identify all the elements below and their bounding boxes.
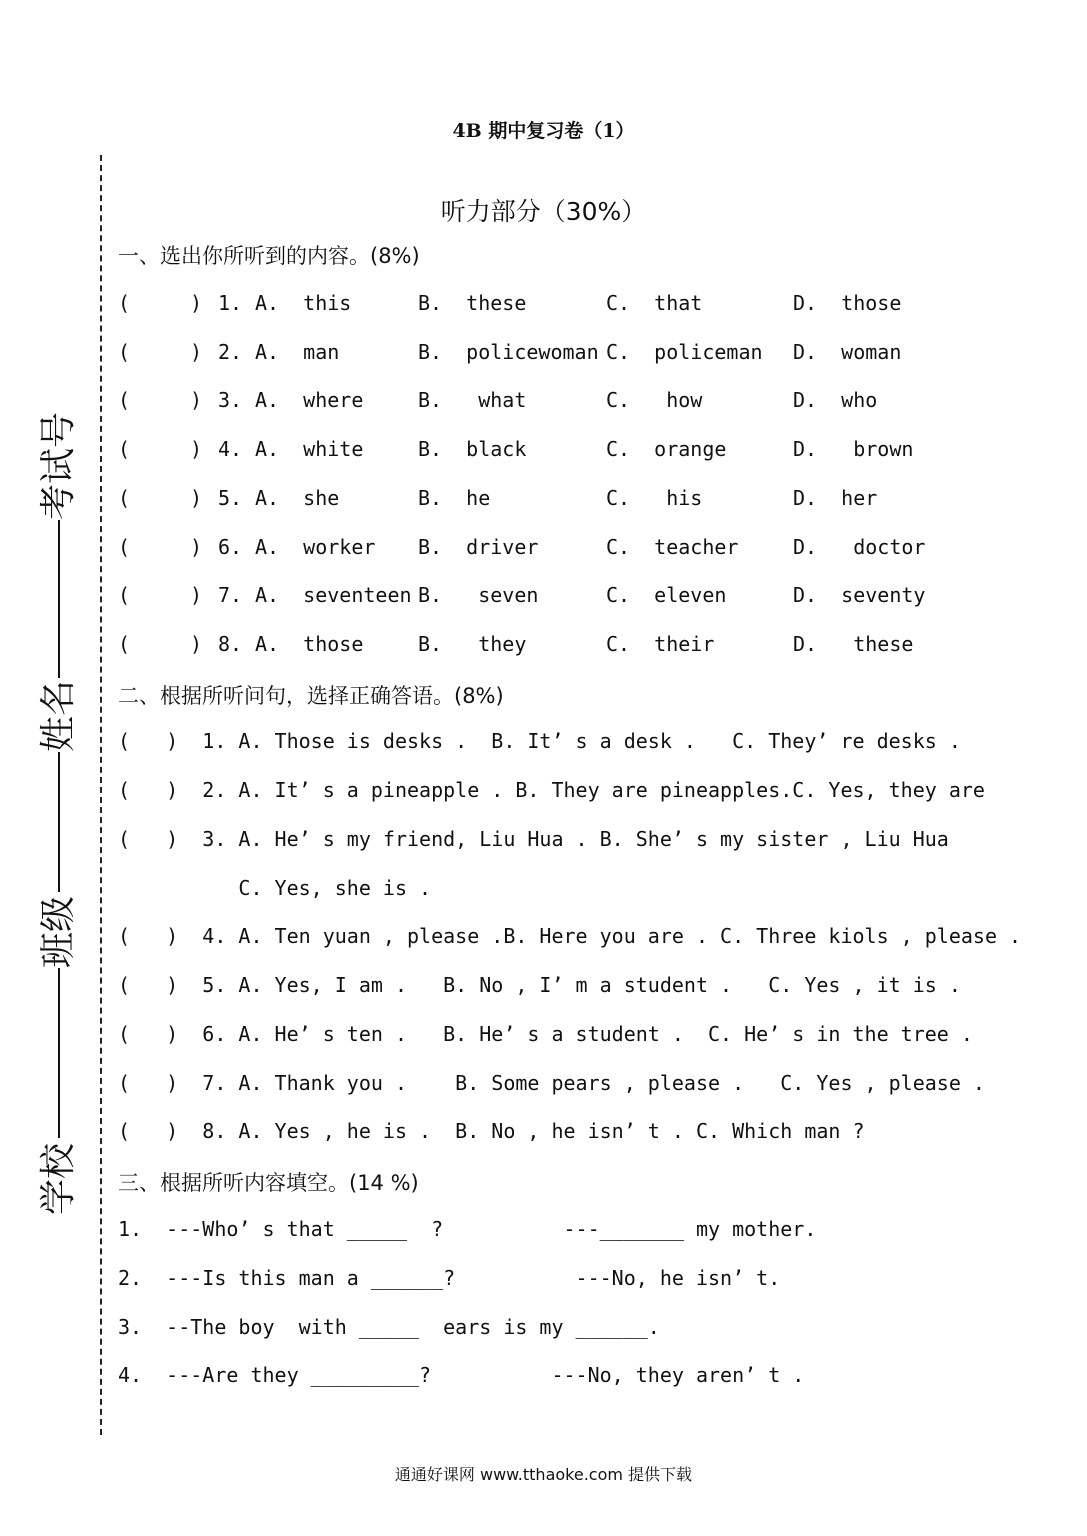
option-c: C. how (606, 388, 703, 413)
option-b: B. what (418, 388, 527, 413)
option-a: A. man (255, 339, 340, 364)
paren-open: ( (118, 388, 131, 413)
option-b: B. policewoman (418, 339, 599, 364)
option-b: B. driver (418, 534, 539, 559)
option-b: B. they (418, 631, 527, 656)
paren-open: ( (118, 631, 131, 656)
paren-open: ( (118, 534, 131, 559)
option-d: D. woman (793, 339, 902, 364)
part2-line: ( ) 3. A. He’ s my friend, Liu Hua . B. She’ s my sister , Liu Hua (118, 827, 949, 851)
paren-open: ( (118, 485, 131, 510)
class-blank (58, 752, 60, 892)
paren-close: ) (190, 388, 203, 413)
option-a: A. seventeen (255, 583, 412, 608)
part3-line: 2. ---Is this man a ______? ---No, he isn’ t. (118, 1266, 781, 1290)
part2-line: ( ) 2. A. It’ s a pineapple . B. They are pineapples.C. Yes, they are (118, 778, 985, 802)
exam-number-label: 考试号 (38, 411, 79, 520)
paren-close: ) (190, 339, 203, 364)
part2-line: ( ) 1. A. Those is desks . B. It’ s a desk . C. They’ re desks . (118, 729, 961, 753)
item-number: 2. (218, 339, 243, 364)
item-number: 4. (218, 437, 243, 462)
item-number: 1. (218, 291, 243, 315)
option-a: A. she (255, 485, 340, 510)
item-number: 7. (218, 583, 243, 608)
option-b: B. seven (418, 583, 539, 608)
cut-line (100, 155, 102, 1435)
option-b: B. these (418, 291, 527, 315)
paren-close: ) (190, 583, 203, 608)
part3-heading: 三、根据所听内容填空。(14 %) (118, 1171, 419, 1195)
part2-line: ( ) 6. A. He’ s ten . B. He’ s a student . C. He’ s in the tree . (118, 1022, 973, 1046)
item-number: 3. (218, 388, 243, 413)
page-title: 4B 期中复习卷（1） (452, 120, 635, 142)
option-b: B. he (418, 485, 491, 510)
part3-line: 1. ---Who’ s that _____ ? ---_______ my mother. (118, 1217, 817, 1241)
option-c: C. orange (606, 437, 727, 462)
option-a: A. white (255, 437, 364, 462)
option-c: C. that (606, 291, 703, 315)
item-number: 5. (218, 485, 243, 510)
item-number: 6. (218, 534, 243, 559)
part2-line: ( ) 5. A. Yes, I am . B. No , I’ m a student . C. Yes , it is . (118, 973, 961, 997)
name-blank (58, 520, 60, 678)
paren-open: ( (118, 291, 131, 315)
part3-line: 3. --The boy with _____ ears is my ______. (118, 1315, 660, 1339)
part2-line: ( ) 7. A. Thank you . B. Some pears , please . C. Yes , please . (118, 1071, 985, 1095)
paren-close: ) (190, 631, 203, 656)
paren-close: ) (190, 485, 203, 510)
option-a: A. those (255, 631, 364, 656)
class-label: 班级 (38, 895, 79, 968)
option-c: C. their (606, 631, 715, 656)
part3-line: 4. ---Are they _________? ---No, they aren’ t . (118, 1363, 805, 1387)
paren-close: ) (190, 437, 203, 462)
section-title: 听力部分（30%） (440, 197, 647, 226)
option-d: D. brown (793, 437, 914, 462)
paren-open: ( (118, 437, 131, 462)
school-blank (58, 968, 60, 1138)
part2-line: ( ) 8. A. Yes , he is . B. No , he isn’ t . C. Which man ? (118, 1119, 865, 1143)
item-number: 8. (218, 631, 243, 656)
option-c: C. eleven (606, 583, 727, 608)
option-a: A. this (255, 291, 352, 315)
option-d: D. seventy (793, 583, 926, 608)
option-b: B. black (418, 437, 527, 462)
option-d: D. these (793, 631, 914, 656)
option-d: D. her (793, 485, 878, 510)
part2-heading: 二、根据所听问句，选择正确答语。(8%) (118, 684, 504, 708)
school-label: 学校 (38, 1142, 79, 1215)
option-c: C. teacher (606, 534, 739, 559)
option-d: D. who (793, 388, 878, 413)
paren-close: ) (190, 291, 203, 315)
part1-heading: 一、选出你所听到的内容。(8%) (118, 244, 420, 268)
option-c: C. his (606, 485, 703, 510)
part2-line: C. Yes, she is . (118, 876, 432, 900)
part2-line: ( ) 4. A. Ten yuan , please .B. Here you are . C. Three kiols , please . (118, 924, 1022, 948)
option-a: A. where (255, 388, 364, 413)
option-c: C. policeman (606, 339, 763, 364)
option-d: D. doctor (793, 534, 926, 559)
footer: 通通好课网 www.tthaoke.com 提供下载 (394, 1465, 693, 1484)
option-a: A. worker (255, 534, 376, 559)
option-d: D. those (793, 291, 902, 315)
paren-open: ( (118, 339, 131, 364)
name-label: 姓名 (38, 679, 79, 752)
paren-close: ) (190, 534, 203, 559)
paren-open: ( (118, 583, 131, 608)
